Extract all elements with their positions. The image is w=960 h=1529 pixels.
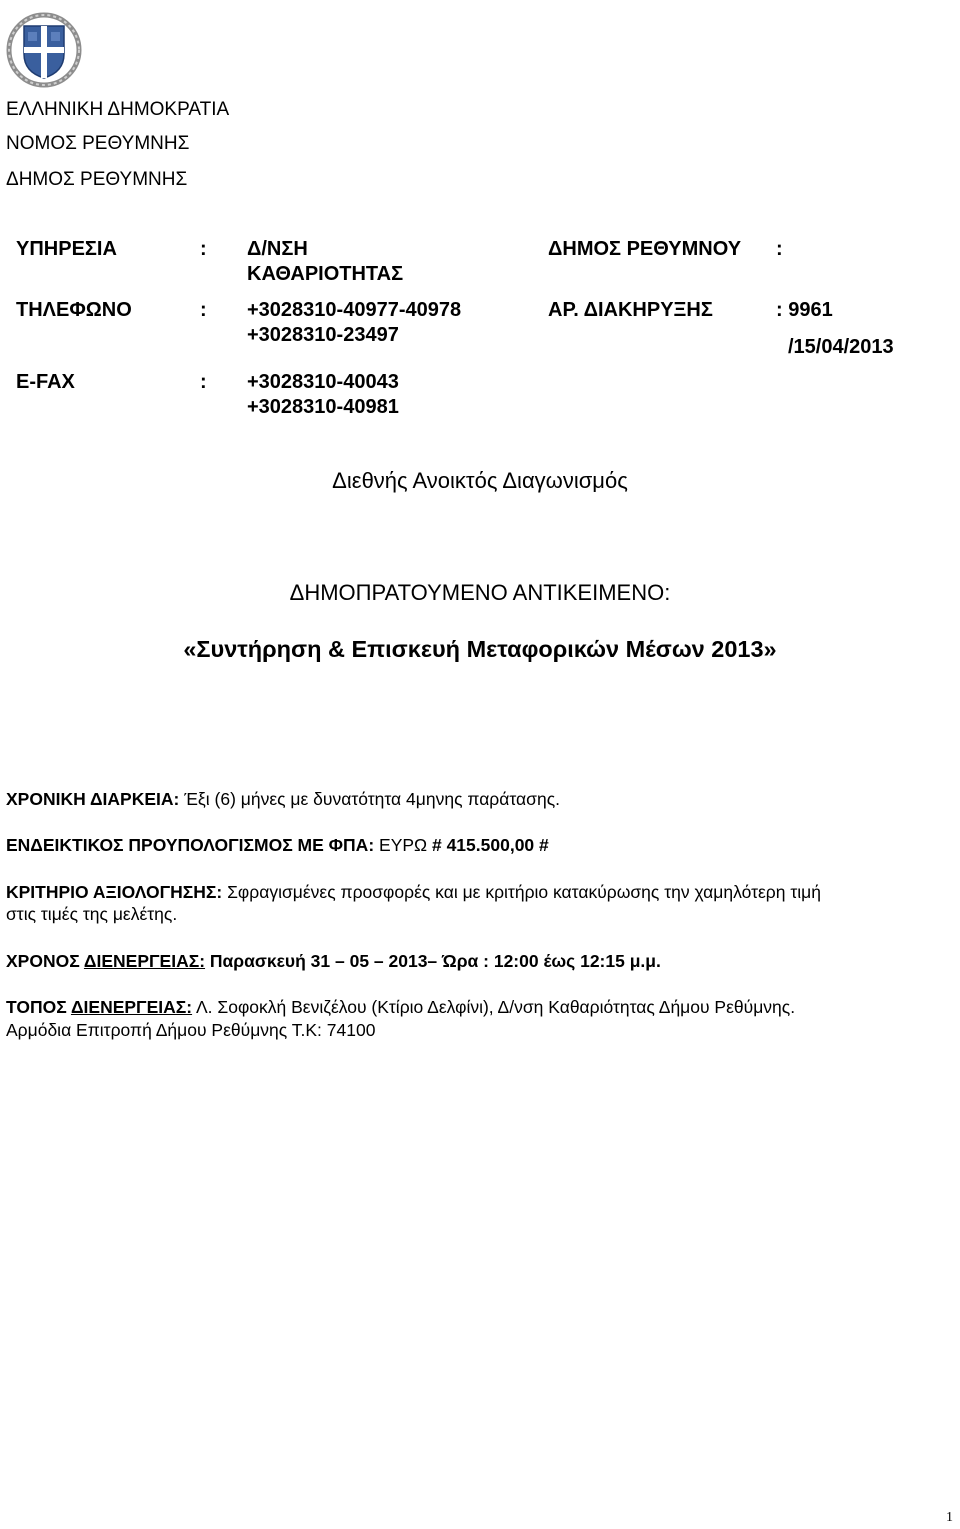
declaration-number: : 9961 bbox=[776, 299, 833, 321]
duration-label: ΧΡΟΝΙΚΗ ΔΙΑΡΚΕΙΑ: bbox=[6, 789, 180, 809]
declaration-label: ΑΡ. ΔΙΑΚΗΡΥΞΗΣ bbox=[548, 299, 713, 321]
budget-label: ΕΝΔΕΙΚΤΙΚΟΣ ΠΡΟΥΠΟΛΟΓΙΣΜΟΣ ΜΕ ΦΠΑ: bbox=[6, 835, 375, 855]
place-value-1: Λ. Σοφοκλή Βενιζέλου (Κτίριο Δελφίνι), Δ/νση Καθαριότητας Δήμου Ρεθύμνης. bbox=[192, 997, 796, 1017]
service-label: ΥΠΗΡΕΣΙΑ bbox=[16, 238, 117, 260]
time-label: ΧΡΟΝΟΣ bbox=[6, 951, 84, 971]
header-line-2: ΝΟΜΟΣ ΡΕΘΥΜΝΗΣ bbox=[6, 133, 190, 154]
criterion-value-1: Σφραγισμένες προσφορές και με κριτήριο κατακύρωσης την χαμηλότερη τιμή bbox=[222, 882, 821, 902]
tender-type: Διεθνής Ανοικτός Διαγωνισμός bbox=[332, 468, 628, 493]
declaration-date: /15/04/2013 bbox=[788, 336, 894, 358]
place-line-1 bbox=[6, 997, 795, 1018]
time-line bbox=[6, 951, 661, 972]
phone-label: ΤΗΛΕΦΩΝΟ bbox=[16, 299, 132, 321]
phone-colon: : bbox=[200, 299, 207, 321]
budget-amount: # 415.500,00 # bbox=[431, 835, 549, 855]
service-colon: : bbox=[200, 238, 207, 260]
criterion-value-2: στις τιμές της μελέτης. bbox=[6, 904, 178, 924]
fax-colon: : bbox=[200, 371, 207, 393]
time-value: Παρασκευή 31 – 05 – 2013– Ώρα : 12:00 έως 12:15 μ.μ. bbox=[205, 951, 661, 971]
phone-value-1: +3028310-40977-40978 bbox=[247, 299, 462, 321]
fax-value-1: +3028310-40043 bbox=[247, 371, 399, 393]
place-label-underlined: ΔΙΕΝΕΡΓΕΙΑΣ: bbox=[70, 997, 193, 1017]
service-value-1: Δ/ΝΣΗ bbox=[247, 238, 308, 260]
budget-line bbox=[6, 835, 549, 856]
subject-value: «Συντήρηση & Επισκευή Μεταφορικών Μέσων 2013» bbox=[183, 636, 777, 662]
place-label: ΤΟΠΟΣ bbox=[6, 997, 71, 1017]
header-line-1: ΕΛΛΗΝΙΚΗ ΔΗΜΟΚΡΑΤΙΑ bbox=[6, 99, 230, 120]
criterion-line-1 bbox=[6, 882, 821, 903]
fax-label: E-FAX bbox=[16, 371, 75, 393]
place-value-2: Αρμόδια Επιτροπή Δήμου Ρεθύμνης Τ.Κ: 74100 bbox=[6, 1020, 376, 1040]
time-label-underlined: ΔΙΕΝΕΡΓΕΙΑΣ: bbox=[83, 951, 206, 971]
municipality-colon: : bbox=[776, 238, 783, 260]
criterion-label: ΚΡΙΤΗΡΙΟ ΑΞΙΟΛΟΓΗΣΗΣ: bbox=[6, 882, 223, 902]
fax-value-2: +3028310-40981 bbox=[247, 396, 399, 418]
municipality-label: ΔΗΜΟΣ ΡΕΘΥΜΝΟΥ bbox=[548, 238, 742, 260]
page-number: 1 bbox=[946, 1510, 953, 1525]
duration-line bbox=[6, 789, 560, 810]
greek-coat-of-arms-icon bbox=[6, 10, 82, 88]
duration-value: Έξι (6) μήνες με δυνατότητα 4μηνης παράτασης. bbox=[179, 789, 560, 809]
subject-label: ΔΗΜΟΠΡΑΤΟΥΜΕΝΟ ΑΝΤΙΚΕΙΜΕΝΟ: bbox=[289, 580, 671, 605]
header-line-3: ΔΗΜΟΣ ΡΕΘΥΜΝΗΣ bbox=[6, 169, 188, 190]
service-value-2: ΚΑΘΑΡΙΟΤΗΤΑΣ bbox=[247, 263, 404, 285]
budget-currency: ΕΥΡΩ bbox=[374, 835, 432, 855]
phone-value-2: +3028310-23497 bbox=[247, 324, 399, 346]
